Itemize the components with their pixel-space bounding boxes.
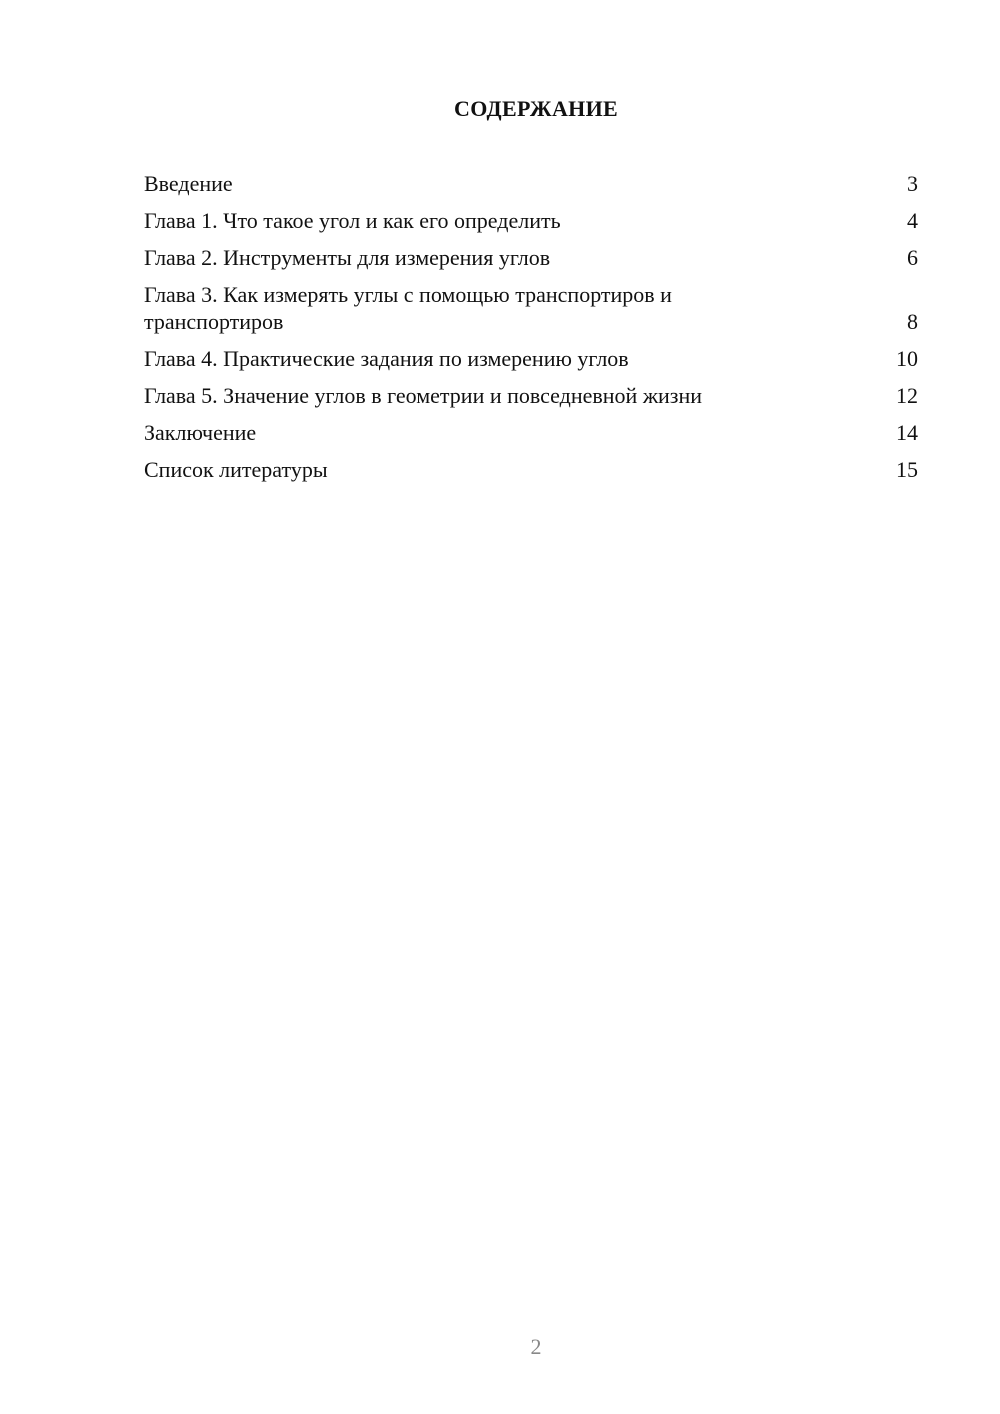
toc-entry-chapter-4 [144,345,918,372]
toc-entry-references [144,456,918,483]
toc-entry-text: Заключение [144,420,257,445]
toc-entry-chapter-3 [144,281,918,335]
toc-entry-page: 14 [896,420,918,445]
toc-entry-chapter-2 [144,244,918,271]
toc-entry-text: Глава 5. Значение углов в геометрии и повседневной жизни [144,383,703,408]
toc-entry-page: 6 [907,245,918,270]
toc-entry-introduction [144,170,918,197]
toc-entry-chapter-5 [144,382,918,409]
toc-entry-text: Глава 3. Как измерять углы с помощью транспортиров и транспортиров [144,282,672,334]
toc-entry-page: 8 [907,309,918,334]
toc-entry-page: 10 [896,346,918,371]
toc-entry-page: 4 [907,208,918,233]
page-number: 2 [530,1334,542,1359]
toc-entry-text: Глава 4. Практические задания по измерению углов [144,346,629,371]
toc-entry-page: 12 [896,383,918,408]
toc-entry-text: Введение [144,171,233,196]
toc-title: СОДЕРЖАНИЕ [454,96,618,121]
toc-entry-page: 3 [907,171,918,196]
toc-entry-conclusion [144,419,918,446]
toc-list [144,170,918,493]
toc-entry-page: 15 [896,457,918,482]
toc-entry-text: Глава 2. Инструменты для измерения углов [144,245,551,270]
toc-entry-text: Глава 1. Что такое угол и как его определить [144,208,561,233]
toc-entry-text: Список литературы [144,457,328,482]
toc-entry-chapter-1 [144,207,918,234]
